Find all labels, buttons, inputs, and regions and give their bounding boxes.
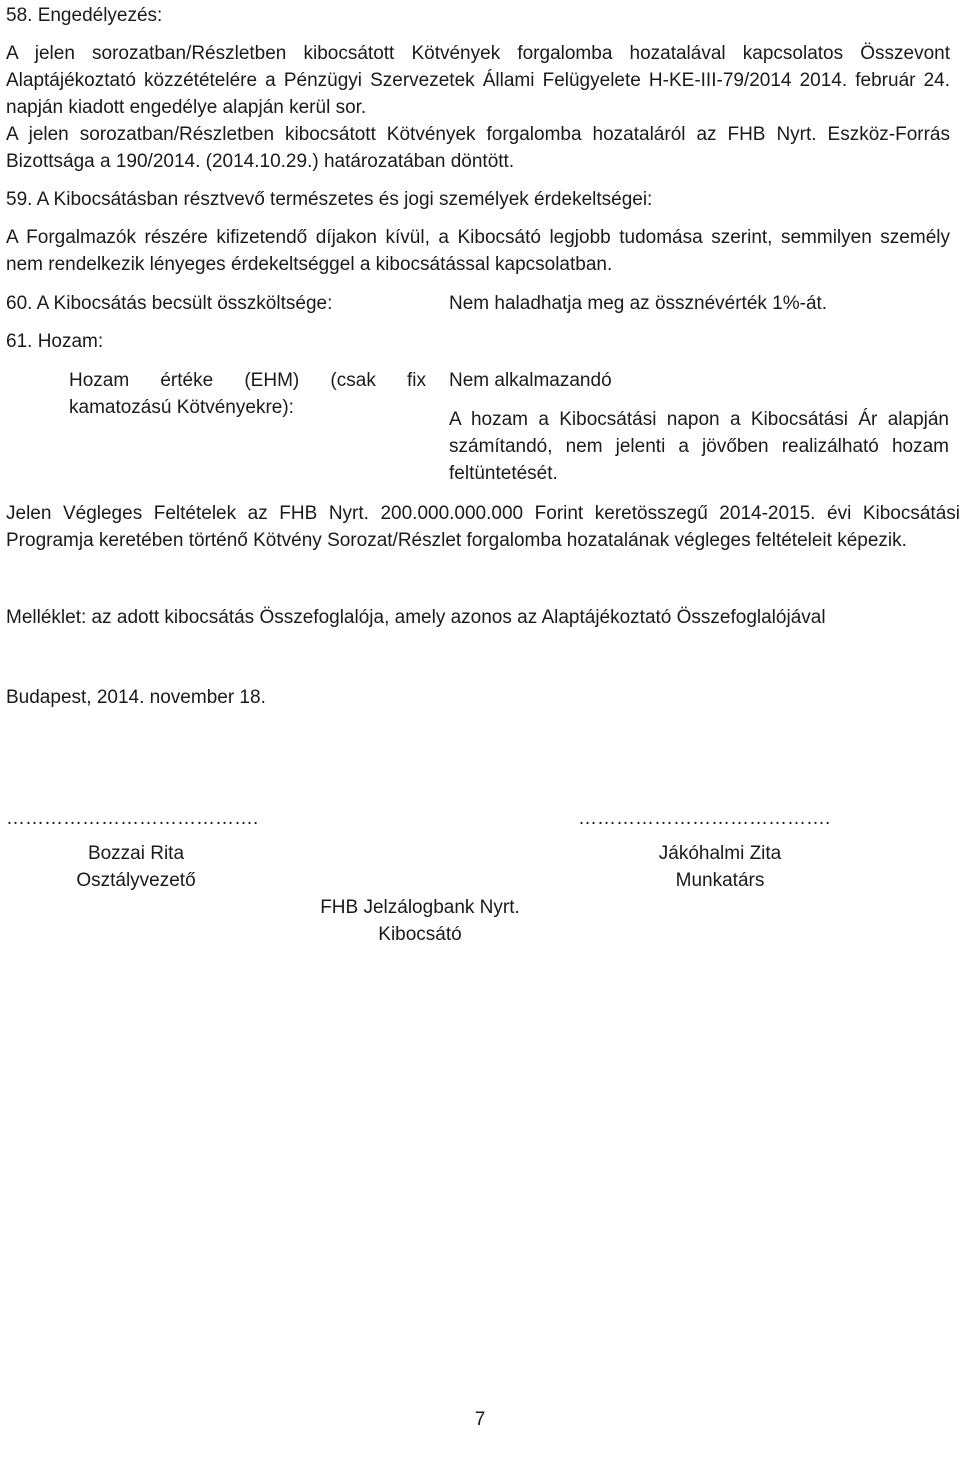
signatory-right-name: Jákóhalmi Zita: [658, 843, 782, 864]
issuer-org: FHB Jelzálogbank Nyrt.: [320, 897, 520, 918]
section-59-paragraph: [6, 224, 950, 278]
signatory-left: [36, 840, 236, 894]
section-60-label: 60. A Kibocsátás becsült összköltsége:: [6, 293, 333, 314]
text-line: napján kiadott engedélye alapján kerül sor.: [6, 97, 367, 118]
text-line: Bizottsága a 190/2014. (2014.10.29.) határozatában döntött.: [6, 151, 515, 172]
signatory-left-title: Osztályvezető: [76, 870, 196, 891]
signature-line-left: ………………………………….: [6, 808, 259, 829]
signatory-left-name: Bozzai Rita: [87, 843, 185, 864]
place-date: Budapest, 2014. november 18.: [6, 687, 266, 708]
section-58-heading: 58. Engedélyezés:: [6, 5, 163, 26]
section-59-heading: 59. A Kibocsátásban résztvevő természetes és jogi személyek érdekeltségei:: [6, 189, 653, 210]
issuer-role: Kibocsátó: [378, 924, 462, 945]
text-line: kamatozású Kötvényekre):: [69, 397, 294, 418]
section-58-paragraph-1: [6, 40, 950, 121]
text-line: A jelen sorozatban/Részletben kibocsátott Kötvények forgalomba hozataláról az FHB Nyrt. Eszköz-Forrás: [6, 124, 950, 145]
section-60-value: Nem haladhatja meg az össznévérték 1%-át.: [449, 293, 828, 314]
section-61-label: 61. Hozam:: [6, 331, 104, 352]
issuer-block: [300, 894, 540, 948]
text-line: Programja keretében történő Kötvény Sorozat/Részlet forgalomba hozatalának végleges feltételeit képezik.: [6, 530, 907, 551]
text-line: Jelen Végleges Feltételek az FHB Nyrt. 200.000.000.000 Forint keretösszegű 2014-2015. évi Kibocsátási: [6, 503, 960, 524]
text-line: A hozam a Kibocsátási napon a Kibocsátási Ár alapján: [449, 409, 949, 430]
text-line: Alaptájékoztató közzétételére a Pénzügyi Szervezetek Állami Felügyelete H-KE-III-79/2014 2014. február 24.: [6, 70, 950, 91]
page-number: 7: [474, 1409, 486, 1430]
text-line: A Forgalmazók részére kifizetendő díjakon kívül, a Kibocsátó legjobb tudomása szerint, semmilyen személy: [6, 227, 950, 248]
text-line: számítandó, nem jelenti a jövőben realizálható hozam: [449, 436, 949, 457]
attachment-note: Melléklet: az adott kibocsátás Összefoglalója, amely azonos az Alaptájékoztató Összefoglalójával: [6, 607, 826, 628]
closing-paragraph: [6, 500, 960, 554]
text-line: feltüntetését.: [449, 463, 558, 484]
text-line: Hozam értéke (EHM) (csak fix: [69, 370, 426, 391]
section-61-sub-label: [69, 367, 426, 421]
section-61-value-1: Nem alkalmazandó: [449, 370, 612, 391]
text-line: nem rendelkezik lényeges érdekeltséggel a kibocsátással kapcsolatban.: [6, 254, 613, 275]
signature-line-right: ………………………………….: [578, 808, 831, 829]
section-58-paragraph-2: [6, 121, 950, 175]
signatory-right-title: Munkatárs: [675, 870, 765, 891]
text-line: A jelen sorozatban/Részletben kibocsátott Kötvények forgalomba hozatalával kapcsolatos Összevont: [6, 43, 950, 64]
signatory-right: [620, 840, 820, 894]
section-61-value-2: [449, 406, 949, 487]
